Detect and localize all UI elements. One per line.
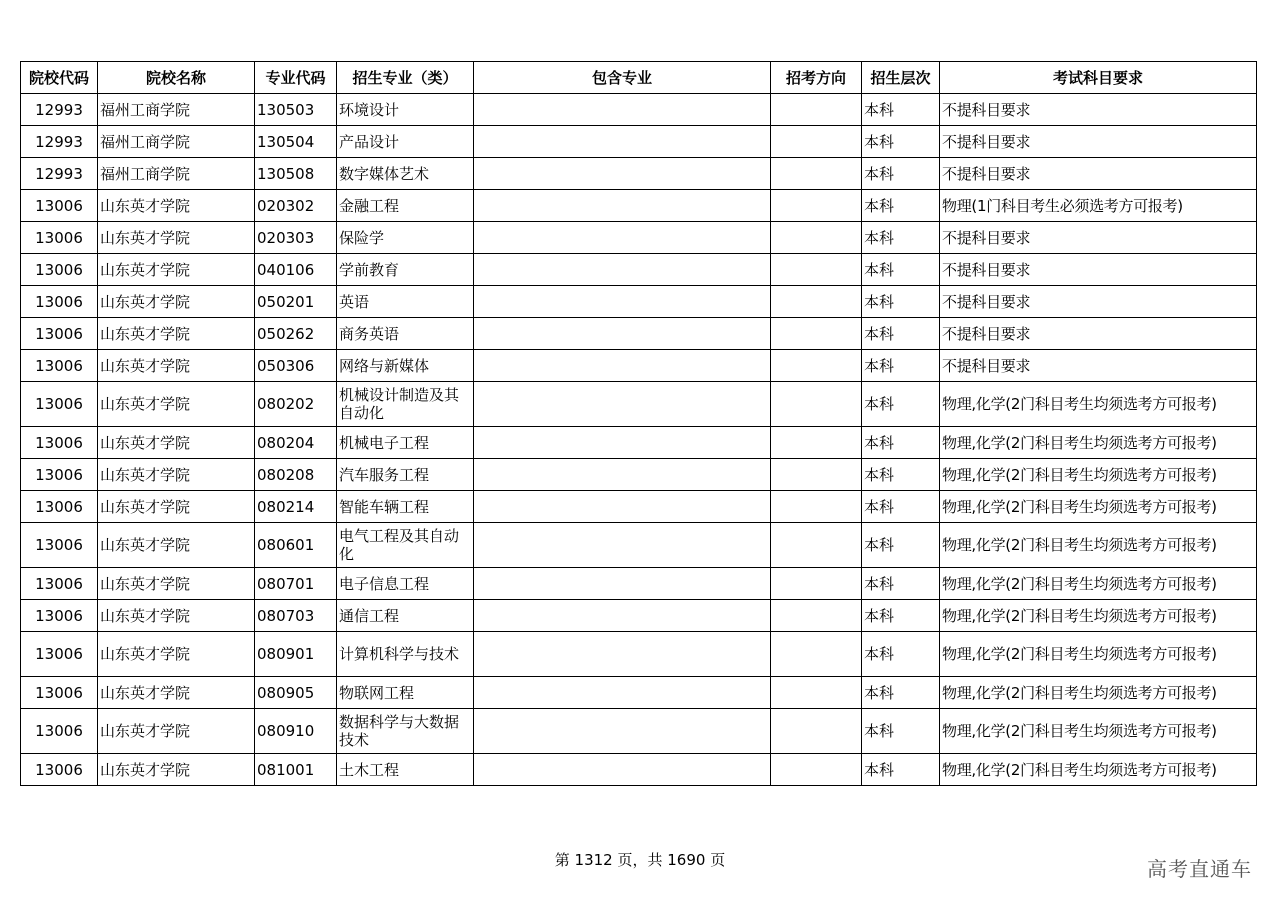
cell-direction [771,222,862,254]
cell-direction [771,632,862,677]
table-row [21,318,1257,350]
cell-level: 本科 [862,600,940,632]
cell-included-majors [474,94,771,126]
cell-included-majors [474,754,771,786]
cell-direction [771,523,862,568]
cell-major-code: 020303 [255,222,337,254]
table-row [21,190,1257,222]
cell-major-code: 080703 [255,600,337,632]
header-subject-requirement: 考试科目要求 [940,62,1257,94]
cell-included-majors [474,190,771,222]
table-row [21,459,1257,491]
cell-included-majors [474,382,771,427]
cell-level: 本科 [862,126,940,158]
cell-level: 本科 [862,158,940,190]
table-row [21,427,1257,459]
cell-major-code: 080601 [255,523,337,568]
cell-major: 数据科学与大数据技术 [337,709,474,754]
cell-major: 保险学 [337,222,474,254]
cell-school-code: 13006 [21,677,98,709]
cell-level: 本科 [862,568,940,600]
table-row [21,158,1257,190]
cell-major-code: 080202 [255,382,337,427]
cell-major: 网络与新媒体 [337,350,474,382]
cell-school-name: 山东英才学院 [98,254,255,286]
cell-included-majors [474,677,771,709]
table-row [21,350,1257,382]
cell-subject-requirement: 不提科目要求 [940,94,1257,126]
cell-school-code: 13006 [21,709,98,754]
cell-included-majors [474,568,771,600]
table-row [21,709,1257,754]
cell-subject-requirement: 物理,化学(2门科目考生均须选考方可报考) [940,600,1257,632]
cell-direction [771,427,862,459]
cell-school-name: 山东英才学院 [98,677,255,709]
cell-major: 电气工程及其自动化 [337,523,474,568]
cell-school-code: 12993 [21,94,98,126]
cell-school-code: 13006 [21,318,98,350]
cell-school-name: 福州工商学院 [98,158,255,190]
cell-subject-requirement: 物理,化学(2门科目考生均须选考方可报考) [940,459,1257,491]
cell-school-code: 13006 [21,600,98,632]
cell-direction [771,286,862,318]
cell-subject-requirement: 物理,化学(2门科目考生均须选考方可报考) [940,427,1257,459]
cell-school-code: 13006 [21,523,98,568]
cell-school-name: 山东英才学院 [98,523,255,568]
header-major: 招生专业（类） [337,62,474,94]
cell-major-code: 050306 [255,350,337,382]
cell-subject-requirement: 物理,化学(2门科目考生均须选考方可报考) [940,523,1257,568]
cell-school-code: 13006 [21,754,98,786]
cell-school-code: 13006 [21,459,98,491]
table-row [21,491,1257,523]
table-row [21,600,1257,632]
cell-included-majors [474,158,771,190]
cell-included-majors [474,254,771,286]
cell-school-code: 12993 [21,158,98,190]
table-row [21,568,1257,600]
cell-major: 计算机科学与技术 [337,632,474,677]
cell-subject-requirement: 不提科目要求 [940,350,1257,382]
cell-subject-requirement: 物理,化学(2门科目考生均须选考方可报考) [940,754,1257,786]
cell-major-code: 020302 [255,190,337,222]
table-row [21,126,1257,158]
cell-level: 本科 [862,382,940,427]
cell-school-code: 13006 [21,632,98,677]
header-level: 招生层次 [862,62,940,94]
cell-school-code: 13006 [21,491,98,523]
cell-major: 商务英语 [337,318,474,350]
cell-level: 本科 [862,491,940,523]
cell-included-majors [474,126,771,158]
cell-major: 数字媒体艺术 [337,158,474,190]
cell-major: 英语 [337,286,474,318]
cell-school-code: 13006 [21,427,98,459]
cell-major: 物联网工程 [337,677,474,709]
header-school-code: 院校代码 [21,62,98,94]
table-row [21,632,1257,677]
cell-school-name: 山东英才学院 [98,350,255,382]
cell-subject-requirement: 物理,化学(2门科目考生均须选考方可报考) [940,677,1257,709]
cell-major-code: 080204 [255,427,337,459]
header-included-majors: 包含专业 [474,62,771,94]
cell-level: 本科 [862,677,940,709]
cell-direction [771,158,862,190]
cell-school-name: 山东英才学院 [98,190,255,222]
cell-level: 本科 [862,754,940,786]
cell-major-code: 080905 [255,677,337,709]
cell-subject-requirement: 不提科目要求 [940,126,1257,158]
cell-major: 产品设计 [337,126,474,158]
cell-major-code: 080208 [255,459,337,491]
cell-direction [771,350,862,382]
cell-direction [771,600,862,632]
cell-major: 金融工程 [337,190,474,222]
cell-included-majors [474,459,771,491]
cell-level: 本科 [862,459,940,491]
page-number: 第 1312 页，共 1690 页 [554,851,726,869]
cell-subject-requirement: 物理,化学(2门科目考生均须选考方可报考) [940,382,1257,427]
cell-major-code: 130504 [255,126,337,158]
cell-school-name: 山东英才学院 [98,632,255,677]
cell-major: 学前教育 [337,254,474,286]
cell-major-code: 130508 [255,158,337,190]
cell-direction [771,568,862,600]
cell-level: 本科 [862,427,940,459]
cell-school-name: 山东英才学院 [98,600,255,632]
cell-included-majors [474,600,771,632]
cell-subject-requirement: 物理,化学(2门科目考生均须选考方可报考) [940,632,1257,677]
table-row [21,286,1257,318]
cell-direction [771,254,862,286]
cell-included-majors [474,427,771,459]
cell-subject-requirement: 物理(1门科目考生必须选考方可报考) [940,190,1257,222]
cell-direction [771,190,862,222]
cell-major: 土木工程 [337,754,474,786]
cell-school-name: 山东英才学院 [98,459,255,491]
cell-school-code: 13006 [21,222,98,254]
cell-school-code: 12993 [21,126,98,158]
cell-subject-requirement: 不提科目要求 [940,286,1257,318]
cell-direction [771,459,862,491]
cell-level: 本科 [862,318,940,350]
table-row [21,382,1257,427]
cell-major: 智能车辆工程 [337,491,474,523]
cell-school-name: 福州工商学院 [98,126,255,158]
cell-subject-requirement: 物理,化学(2门科目考生均须选考方可报考) [940,491,1257,523]
cell-included-majors [474,523,771,568]
cell-school-name: 福州工商学院 [98,94,255,126]
header-major-code: 专业代码 [255,62,337,94]
cell-direction [771,677,862,709]
cell-direction [771,709,862,754]
table-row [21,677,1257,709]
cell-subject-requirement: 不提科目要求 [940,254,1257,286]
header-direction: 招考方向 [771,62,862,94]
cell-school-name: 山东英才学院 [98,491,255,523]
cell-major: 环境设计 [337,94,474,126]
cell-major-code: 080901 [255,632,337,677]
cell-major-code: 080910 [255,709,337,754]
cell-included-majors [474,632,771,677]
cell-included-majors [474,286,771,318]
cell-school-code: 13006 [21,190,98,222]
table-body [21,94,1257,786]
cell-level: 本科 [862,709,940,754]
cell-school-name: 山东英才学院 [98,318,255,350]
cell-level: 本科 [862,632,940,677]
cell-school-name: 山东英才学院 [98,754,255,786]
cell-school-name: 山东英才学院 [98,427,255,459]
cell-subject-requirement: 物理,化学(2门科目考生均须选考方可报考) [940,709,1257,754]
watermark: 高考直通车 [1147,857,1252,881]
cell-major: 通信工程 [337,600,474,632]
cell-major-code: 081001 [255,754,337,786]
table-row [21,254,1257,286]
cell-school-name: 山东英才学院 [98,382,255,427]
cell-level: 本科 [862,190,940,222]
table-row [21,523,1257,568]
cell-included-majors [474,709,771,754]
cell-school-name: 山东英才学院 [98,709,255,754]
cell-school-name: 山东英才学院 [98,222,255,254]
table-row [21,222,1257,254]
cell-major-code: 050201 [255,286,337,318]
cell-major-code: 050262 [255,318,337,350]
cell-school-name: 山东英才学院 [98,568,255,600]
cell-school-name: 山东英才学院 [98,286,255,318]
cell-included-majors [474,222,771,254]
enrollment-table [20,61,1257,786]
cell-level: 本科 [862,286,940,318]
cell-school-code: 13006 [21,568,98,600]
cell-level: 本科 [862,254,940,286]
cell-subject-requirement: 不提科目要求 [940,318,1257,350]
cell-major-code: 040106 [255,254,337,286]
cell-direction [771,126,862,158]
cell-direction [771,754,862,786]
cell-level: 本科 [862,94,940,126]
cell-major: 汽车服务工程 [337,459,474,491]
cell-school-code: 13006 [21,350,98,382]
cell-school-code: 13006 [21,254,98,286]
cell-subject-requirement: 物理,化学(2门科目考生均须选考方可报考) [940,568,1257,600]
cell-school-code: 13006 [21,382,98,427]
cell-major-code: 130503 [255,94,337,126]
cell-level: 本科 [862,350,940,382]
cell-major-code: 080701 [255,568,337,600]
cell-direction [771,94,862,126]
cell-major: 电子信息工程 [337,568,474,600]
cell-level: 本科 [862,222,940,254]
cell-major: 机械设计制造及其自动化 [337,382,474,427]
cell-direction [771,382,862,427]
cell-subject-requirement: 不提科目要求 [940,158,1257,190]
table-row [21,94,1257,126]
cell-direction [771,491,862,523]
cell-major: 机械电子工程 [337,427,474,459]
cell-direction [771,318,862,350]
table-row [21,754,1257,786]
header-school-name: 院校名称 [98,62,255,94]
cell-included-majors [474,491,771,523]
cell-subject-requirement: 不提科目要求 [940,222,1257,254]
table-header-row [21,62,1257,94]
cell-major-code: 080214 [255,491,337,523]
cell-included-majors [474,350,771,382]
cell-included-majors [474,318,771,350]
cell-level: 本科 [862,523,940,568]
cell-school-code: 13006 [21,286,98,318]
